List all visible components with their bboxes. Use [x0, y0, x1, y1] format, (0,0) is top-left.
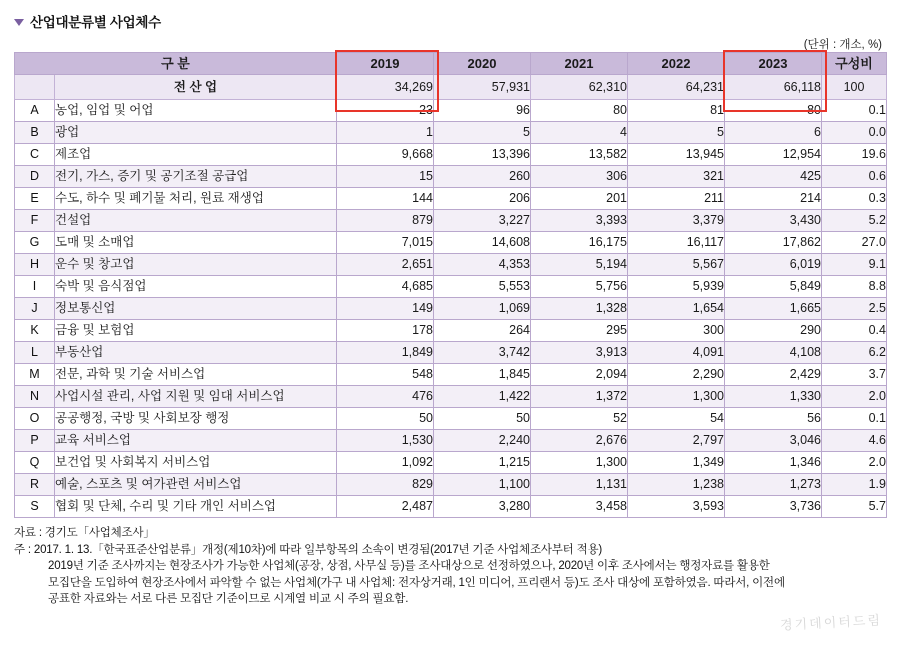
row-value: 16,175 — [531, 232, 628, 254]
row-value: 149 — [337, 298, 434, 320]
row-value: 13,582 — [531, 144, 628, 166]
row-value: 5,194 — [531, 254, 628, 276]
row-code: M — [15, 364, 55, 386]
row-value: 4,685 — [337, 276, 434, 298]
row-code: I — [15, 276, 55, 298]
row-value: 1,372 — [531, 386, 628, 408]
section-title-row — [14, 10, 886, 32]
row-composition: 1.9 — [822, 474, 887, 496]
row-name: 수도, 하수 및 폐기물 처리, 원료 재생업 — [55, 188, 337, 210]
row-value: 2,676 — [531, 430, 628, 452]
row-name: 제조업 — [55, 144, 337, 166]
column-header-2019: 2019 — [337, 53, 434, 75]
row-code: G — [15, 232, 55, 254]
row-value: 1,849 — [337, 342, 434, 364]
row-value: 1,654 — [628, 298, 725, 320]
table-row — [15, 452, 887, 474]
row-composition: 2.5 — [822, 298, 887, 320]
row-code: N — [15, 386, 55, 408]
row-code: E — [15, 188, 55, 210]
row-value: 3,280 — [434, 496, 531, 518]
table-header — [15, 53, 887, 75]
row-value: 4,108 — [725, 342, 822, 364]
table-row — [15, 232, 887, 254]
row-value: 2,651 — [337, 254, 434, 276]
table-row — [15, 474, 887, 496]
row-value: 5,756 — [531, 276, 628, 298]
note-4: 공표한 자료와는 서로 다른 모집단 기준이므로 시계열 비교 시 주의 필요함. — [48, 593, 409, 605]
industry-establishment-table — [14, 52, 887, 518]
row-value: 15 — [337, 166, 434, 188]
row-value: 1,530 — [337, 430, 434, 452]
table-row — [15, 320, 887, 342]
row-composition: 0.6 — [822, 166, 887, 188]
row-name: 도매 및 소매업 — [55, 232, 337, 254]
row-value: 6,019 — [725, 254, 822, 276]
row-value: 290 — [725, 320, 822, 342]
row-value: 1,100 — [434, 474, 531, 496]
row-value: 476 — [337, 386, 434, 408]
row-composition: 0.1 — [822, 408, 887, 430]
triangle-down-icon — [14, 19, 24, 26]
column-header-composition: 구성비 — [822, 53, 887, 75]
row-composition: 2.0 — [822, 452, 887, 474]
row-value: 829 — [337, 474, 434, 496]
row-composition: 0.0 — [822, 122, 887, 144]
row-value: 50 — [434, 408, 531, 430]
table-body — [15, 75, 887, 518]
row-composition: 27.0 — [822, 232, 887, 254]
row-value: 5,553 — [434, 276, 531, 298]
row-value: 214 — [725, 188, 822, 210]
row-value: 201 — [531, 188, 628, 210]
row-value: 5,939 — [628, 276, 725, 298]
row-value: 50 — [337, 408, 434, 430]
table-row — [15, 364, 887, 386]
row-value: 306 — [531, 166, 628, 188]
row-value: 80 — [531, 100, 628, 122]
row-composition: 5.2 — [822, 210, 887, 232]
row-value: 3,458 — [531, 496, 628, 518]
row-value: 264 — [434, 320, 531, 342]
row-value: 5,567 — [628, 254, 725, 276]
row-value: 2,290 — [628, 364, 725, 386]
row-code: A — [15, 100, 55, 122]
row-value: 81 — [628, 100, 725, 122]
row-code: C — [15, 144, 55, 166]
row-code: H — [15, 254, 55, 276]
row-value: 3,046 — [725, 430, 822, 452]
row-code: R — [15, 474, 55, 496]
row-value: 5 — [628, 122, 725, 144]
row-name: 협회 및 단체, 수리 및 기타 개인 서비스업 — [55, 496, 337, 518]
column-header-2023: 2023 — [725, 53, 822, 75]
row-value: 1 — [337, 122, 434, 144]
row-value: 13,396 — [434, 144, 531, 166]
row-code: L — [15, 342, 55, 364]
row-value: 211 — [628, 188, 725, 210]
row-name: 광업 — [55, 122, 337, 144]
row-value: 1,665 — [725, 298, 822, 320]
row-value: 1,422 — [434, 386, 531, 408]
row-value: 178 — [337, 320, 434, 342]
row-value: 321 — [628, 166, 725, 188]
table-row — [15, 100, 887, 122]
row-code: J — [15, 298, 55, 320]
row-name: 농업, 임업 및 어업 — [55, 100, 337, 122]
row-name: 운수 및 창고업 — [55, 254, 337, 276]
row-composition: 4.6 — [822, 430, 887, 452]
unit-note: (단위 : 개소, %) — [803, 39, 882, 51]
column-header-2022: 2022 — [628, 53, 725, 75]
page-title: 산업대분류별 사업체수 — [30, 15, 161, 30]
column-header-gubun: 구 분 — [15, 53, 337, 75]
row-value: 2,797 — [628, 430, 725, 452]
row-value: 16,117 — [628, 232, 725, 254]
row-value: 3,393 — [531, 210, 628, 232]
row-value: 3,227 — [434, 210, 531, 232]
row-value: 879 — [337, 210, 434, 232]
row-composition: 0.1 — [822, 100, 887, 122]
row-value: 3,593 — [628, 496, 725, 518]
table-row — [15, 408, 887, 430]
row-value: 3,736 — [725, 496, 822, 518]
row-value: 3,430 — [725, 210, 822, 232]
row-composition: 2.0 — [822, 386, 887, 408]
row-value: 17,862 — [725, 232, 822, 254]
row-name: 사업시설 관리, 사업 지원 및 임대 서비스업 — [55, 386, 337, 408]
total-2023: 66,118 — [725, 75, 822, 100]
row-value: 3,379 — [628, 210, 725, 232]
row-value: 4 — [531, 122, 628, 144]
table-row — [15, 188, 887, 210]
total-composition: 100 — [822, 75, 887, 100]
row-code: O — [15, 408, 55, 430]
row-value: 260 — [434, 166, 531, 188]
row-value: 2,240 — [434, 430, 531, 452]
table-row — [15, 430, 887, 452]
row-value: 1,330 — [725, 386, 822, 408]
row-value: 1,238 — [628, 474, 725, 496]
row-value: 7,015 — [337, 232, 434, 254]
row-value: 1,349 — [628, 452, 725, 474]
row-value: 6 — [725, 122, 822, 144]
row-composition: 6.2 — [822, 342, 887, 364]
row-value: 1,069 — [434, 298, 531, 320]
table-row — [15, 298, 887, 320]
row-value: 1,215 — [434, 452, 531, 474]
row-name: 금융 및 보험업 — [55, 320, 337, 342]
table-row-total — [15, 75, 887, 100]
row-code: F — [15, 210, 55, 232]
row-value: 2,094 — [531, 364, 628, 386]
note-source: 자료 : 경기도「사업체조사」 — [14, 527, 155, 539]
row-value: 1,346 — [725, 452, 822, 474]
row-value: 1,300 — [531, 452, 628, 474]
row-value: 80 — [725, 100, 822, 122]
row-value: 206 — [434, 188, 531, 210]
row-value: 9,668 — [337, 144, 434, 166]
row-code: D — [15, 166, 55, 188]
note-2: 2019년 기준 조사까지는 현장조사가 가능한 사업체(공장, 상점, 사무실 등)를 조사대상으로 선정하였으나, 2020년 이후 조사에서는 행정자료를 활용한 — [48, 560, 770, 572]
total-2022: 64,231 — [628, 75, 725, 100]
row-composition: 0.4 — [822, 320, 887, 342]
row-code: B — [15, 122, 55, 144]
row-value: 4,353 — [434, 254, 531, 276]
table-row — [15, 144, 887, 166]
total-code — [15, 75, 55, 100]
row-name: 정보통신업 — [55, 298, 337, 320]
row-value: 52 — [531, 408, 628, 430]
row-name: 전문, 과학 및 기술 서비스업 — [55, 364, 337, 386]
note-1: 주 : 2017. 1. 13.「한국표준산업분류」개정(제10차)에 따라 일부항목의 소속이 변경됨(2017년 기준 사업체조사부터 적용) — [14, 543, 603, 556]
row-value: 548 — [337, 364, 434, 386]
table-row — [15, 254, 887, 276]
watermark: 경기데이터드림 — [779, 612, 883, 633]
table-wrapper — [14, 52, 886, 518]
row-value: 3,913 — [531, 342, 628, 364]
total-label: 전 산 업 — [55, 75, 337, 100]
row-value: 295 — [531, 320, 628, 342]
total-2020: 57,931 — [434, 75, 531, 100]
row-value: 1,131 — [531, 474, 628, 496]
row-value: 3,742 — [434, 342, 531, 364]
row-composition: 3.7 — [822, 364, 887, 386]
row-name: 공공행정, 국방 및 사회보장 행정 — [55, 408, 337, 430]
row-value: 5 — [434, 122, 531, 144]
row-composition: 9.1 — [822, 254, 887, 276]
row-value: 2,429 — [725, 364, 822, 386]
row-value: 144 — [337, 188, 434, 210]
row-value: 14,608 — [434, 232, 531, 254]
total-2021: 62,310 — [531, 75, 628, 100]
table-row — [15, 276, 887, 298]
row-value: 425 — [725, 166, 822, 188]
row-name: 보건업 및 사회복지 서비스업 — [55, 452, 337, 474]
row-code: K — [15, 320, 55, 342]
row-value: 12,954 — [725, 144, 822, 166]
total-2019: 34,269 — [337, 75, 434, 100]
row-name: 교육 서비스업 — [55, 430, 337, 452]
row-composition: 19.6 — [822, 144, 887, 166]
row-value: 54 — [628, 408, 725, 430]
column-header-2021: 2021 — [531, 53, 628, 75]
row-code: Q — [15, 452, 55, 474]
row-code: S — [15, 496, 55, 518]
row-name: 건설업 — [55, 210, 337, 232]
row-composition: 5.7 — [822, 496, 887, 518]
row-value: 1,328 — [531, 298, 628, 320]
table-row — [15, 166, 887, 188]
table-row — [15, 496, 887, 518]
row-value: 5,849 — [725, 276, 822, 298]
row-value: 1,300 — [628, 386, 725, 408]
table-row — [15, 210, 887, 232]
row-composition: 0.3 — [822, 188, 887, 210]
row-value: 300 — [628, 320, 725, 342]
row-value: 1,845 — [434, 364, 531, 386]
row-value: 56 — [725, 408, 822, 430]
row-name: 예술, 스포츠 및 여가관련 서비스업 — [55, 474, 337, 496]
row-code: P — [15, 430, 55, 452]
footnotes — [14, 525, 886, 608]
row-composition: 8.8 — [822, 276, 887, 298]
row-value: 13,945 — [628, 144, 725, 166]
row-name: 전기, 가스, 증기 및 공기조절 공급업 — [55, 166, 337, 188]
table-row — [15, 386, 887, 408]
note-3: 모집단을 도입하여 현장조사에서 파악할 수 없는 사업체(가구 내 사업체: 전자상거래, 1인 미디어, 프리랜서 등)도 조사 대상에 포함하였음. 따라서, 이전에 — [48, 576, 785, 589]
row-value: 23 — [337, 100, 434, 122]
table-row — [15, 342, 887, 364]
row-value: 96 — [434, 100, 531, 122]
row-value: 1,092 — [337, 452, 434, 474]
row-value: 2,487 — [337, 496, 434, 518]
column-header-2020: 2020 — [434, 53, 531, 75]
row-name: 숙박 및 음식점업 — [55, 276, 337, 298]
row-value: 1,273 — [725, 474, 822, 496]
row-name: 부동산업 — [55, 342, 337, 364]
table-row — [15, 122, 887, 144]
row-value: 4,091 — [628, 342, 725, 364]
